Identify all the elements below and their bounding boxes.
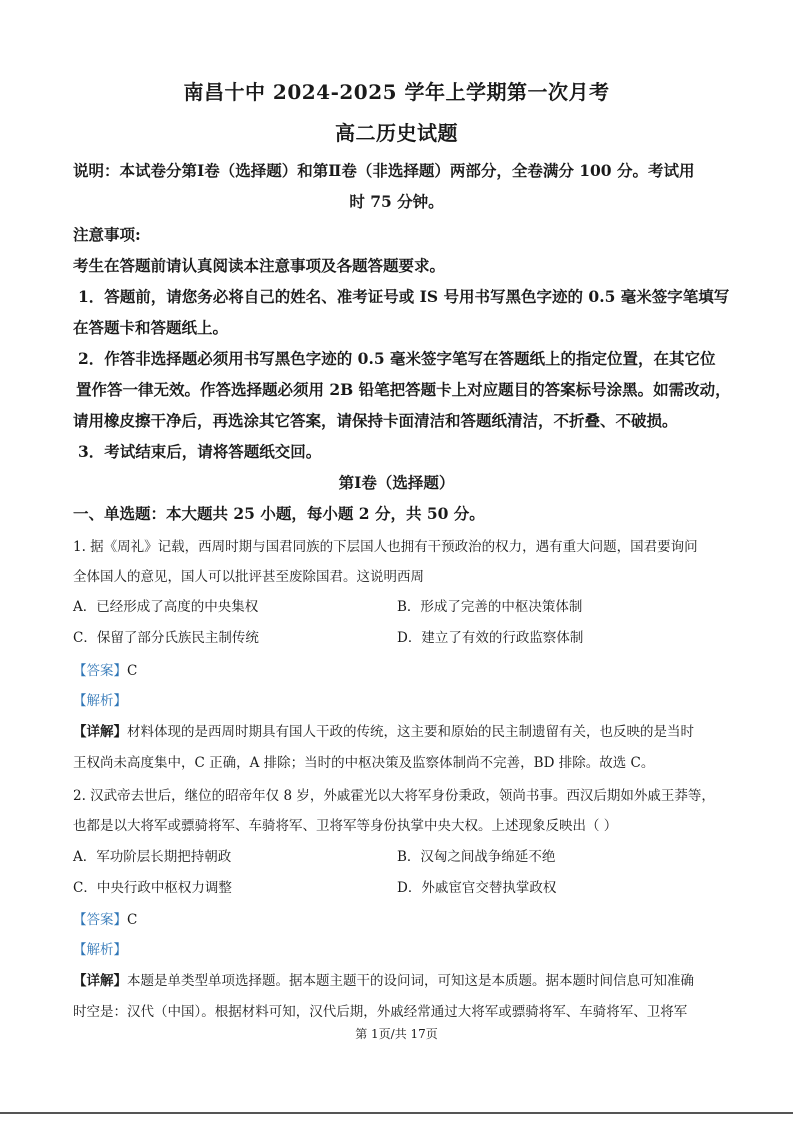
question-1-stem-line-1: 1. 据《周礼》记载，西周时期与国君同族的下层国人也拥有干预政治的权力，遇有重大问题，国君要询问 (73, 539, 698, 555)
notice-item-1-line-2: 在答题卡和答题纸上。 (73, 318, 229, 337)
notice-item-3: 3．考试结束后，请将答题纸交回。 (78, 442, 322, 461)
question-1-detail-line-2: 王权尚未高度集中，C 正确，A 排除；当时的中枢决策及监察体制尚不完善，BD 排除。故选 C。 (73, 755, 655, 771)
exam-subtitle: 高二历史试题 (335, 121, 458, 145)
detail-text: 本题是单类型单项选择题。据本题主题干的设问词，可知这是本质题。据本题时间信息可知准确 (127, 973, 694, 989)
question-2-option-b: B．汉匈之间战争绵延不绝 (397, 849, 556, 865)
question-1-answer (73, 661, 723, 681)
page-number: 第 1页/共 17页 (355, 1027, 438, 1041)
notice-item-2-line-3: 请用橡皮擦干净后，再选涂其它答案，请保持卡面清洁和答题纸清洁，不折叠、不破损。 (73, 411, 678, 430)
question-1-analysis-tag: 【解析】 (73, 693, 127, 709)
question-2-detail-line-1 (73, 971, 723, 991)
answer-tag: 【答案】 (73, 663, 127, 679)
detail-tag: 【详解】 (73, 973, 127, 989)
question-2-stem-line-2: 也都是以大将军或骠骑将军、车骑将军、卫将军等身份执掌中央大权。上述现象反映出（ ） (73, 818, 618, 834)
notice-lead: 考生在答题前请认真阅读本注意事项及各题答题要求。 (73, 256, 446, 275)
answer-tag: 【答案】 (73, 912, 127, 928)
notice-item-1-line-1: 1．答题前，请您务必将自己的姓名、准考证号或 IS 号用书写黑色字迹的 0.5 毫米签字笔填写 (78, 287, 730, 306)
question-1-option-c: C．保留了部分氏族民主制传统 (73, 630, 259, 646)
question-1-option-b: B．形成了完善的中枢决策体制 (397, 599, 583, 615)
instruction-line-1: 说明：本试卷分第Ⅰ卷（选择题）和第Ⅱ卷（非选择题）两部分，全卷满分 100 分。考试用 (73, 161, 695, 180)
question-2-analysis-tag: 【解析】 (73, 942, 127, 958)
question-2-option-a: A．军功阶层长期把持朝政 (73, 849, 232, 865)
detail-text: 材料体现的是西周时期具有国人干政的传统，这主要和原始的民主制遗留有关，也反映的是当时 (127, 724, 694, 740)
question-2-stem-line-1: 2. 汉武帝去世后，继位的昭帝年仅 8 岁，外戚霍光以大将军身份秉政，领尚书事。西汉后期如外戚王莽等， (73, 788, 715, 804)
question-1-option-a: A．已经形成了高度的中央集权 (73, 599, 259, 615)
notice-title: 注意事项: (73, 225, 141, 244)
detail-tag: 【详解】 (73, 724, 127, 740)
part-title: 第Ⅰ卷（选择题） (338, 473, 455, 492)
question-1-detail-line-1 (73, 722, 723, 742)
question-1-option-d: D．建立了有效的行政监察体制 (397, 630, 584, 646)
question-2-option-c: C．中央行政中枢权力调整 (73, 880, 232, 896)
question-2-answer (73, 910, 723, 930)
page-bottom-divider (0, 1112, 793, 1114)
exam-title: 南昌十中 2024-2025 学年上学期第一次月考 (183, 80, 610, 104)
answer-value: C (127, 912, 138, 928)
question-2-detail-line-2: 时空是：汉代（中国）。根据材料可知，汉代后期，外戚经常通过大将军或骠骑将军、车骑将军、卫将军 (73, 1004, 688, 1020)
instruction-line-2: 时 75 分钟。 (349, 192, 444, 211)
question-1-stem-line-2: 全体国人的意见，国人可以批评甚至废除国君。这说明西周 (73, 569, 424, 585)
notice-item-2-line-2: 置作答一律无效。作答选择题必须用 2B 铅笔把答题卡上对应题目的答案标号涂黑。如需改动， (76, 380, 731, 399)
question-2-option-d: D．外戚宦官交替执掌政权 (397, 880, 557, 896)
section-heading: 一、单选题：本大题共 25 小题，每小题 2 分，共 50 分。 (73, 504, 485, 523)
answer-value: C (127, 663, 138, 679)
notice-item-2-line-1: 2．作答非选择题必须用书写黑色字迹的 0.5 毫米签字笔写在答题纸上的指定位置，在其它位 (78, 349, 716, 368)
